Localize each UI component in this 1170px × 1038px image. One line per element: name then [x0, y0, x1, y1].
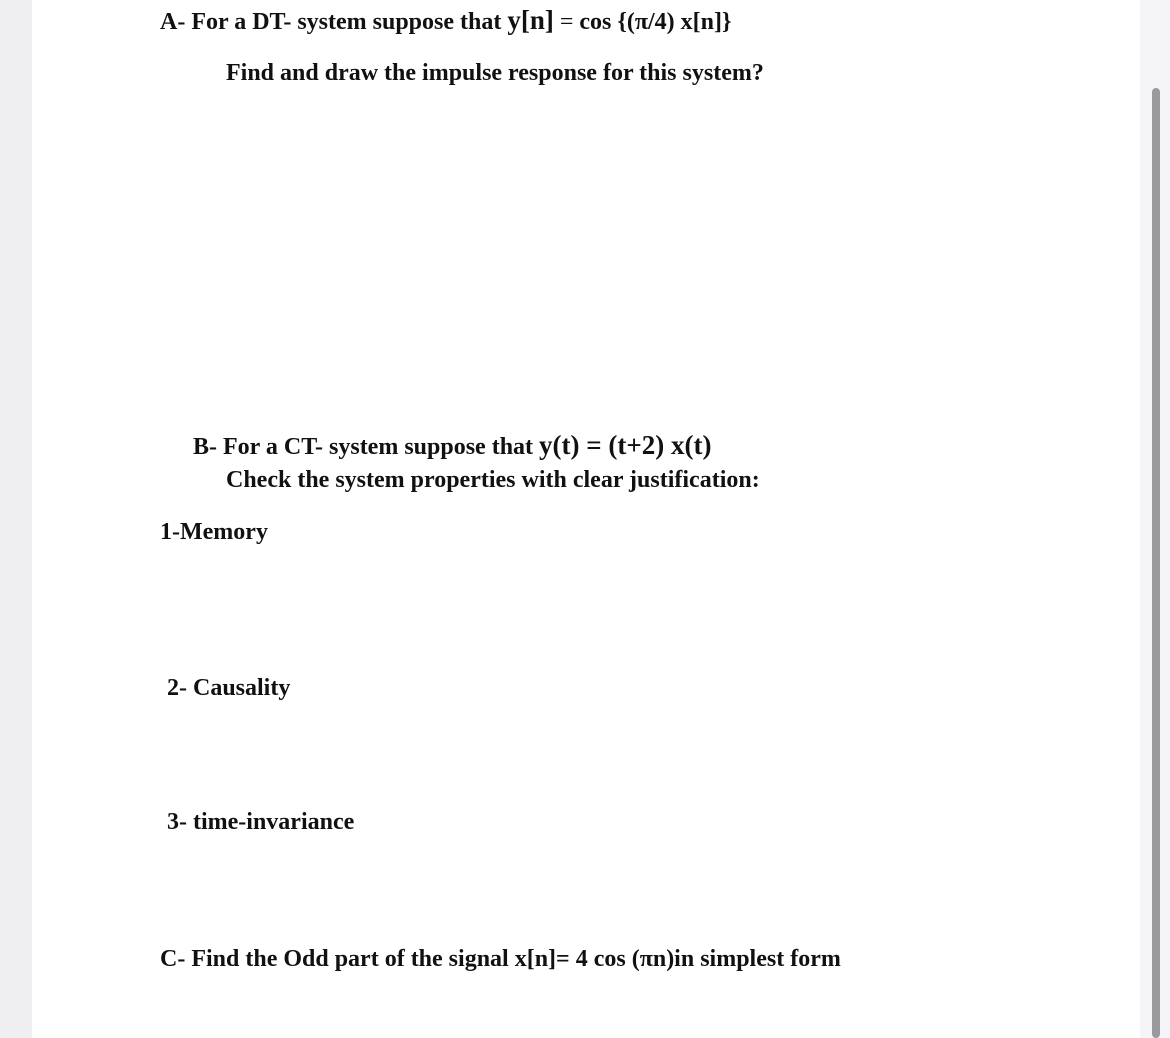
question-c-statement: C- Find the Odd part of the signal x[n]= 4 cos (πn)in simplest form [160, 946, 841, 972]
property-memory: 1-Memory [160, 519, 268, 545]
question-a-expression: cos {(π/4) x[n]} [579, 9, 732, 35]
property-time-invariance: 3- time-invariance [167, 809, 355, 835]
question-a-prefix: A- For a DT- system suppose that [160, 9, 508, 35]
property-causality: 2- Causality [167, 675, 291, 701]
question-b-equation: y(t) = (t+2) x(t) [539, 430, 712, 460]
question-b-instruction: Check the system properties with clear justification: [226, 467, 760, 493]
question-b-prefix: B- For a CT- system suppose that [193, 434, 540, 460]
question-b-statement [193, 431, 711, 461]
scrollbar-thumb[interactable] [1152, 88, 1160, 1038]
question-a-instruction: Find and draw the impulse response for this system? [226, 60, 764, 86]
question-a-equals: = [553, 9, 580, 35]
question-a-statement [160, 6, 731, 36]
question-a-signal: y[n] [507, 5, 554, 35]
